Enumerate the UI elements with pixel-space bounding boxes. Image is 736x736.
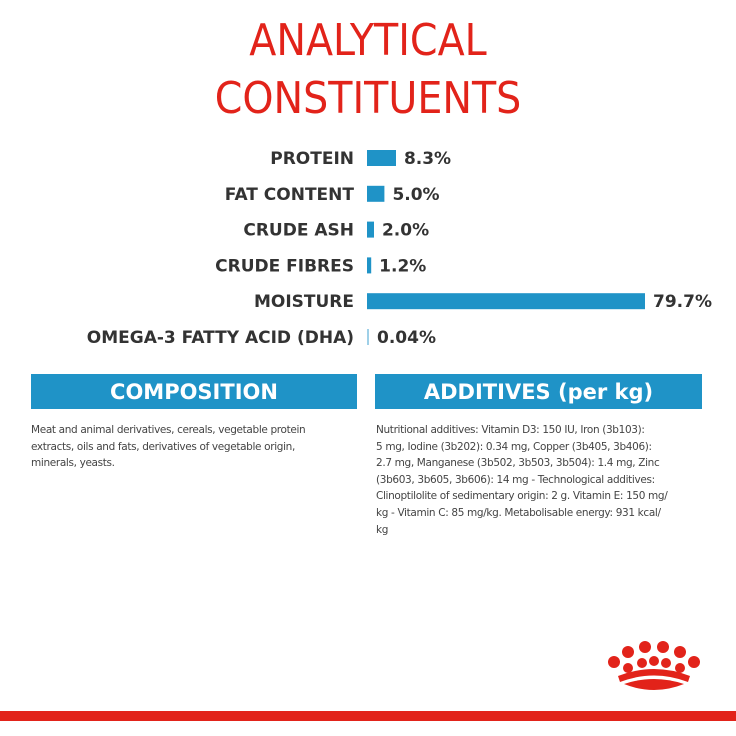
additives-line: Clinoptilolite of sedimentary origin: 2 g. Vitamin E: 150 mg/: [376, 490, 668, 503]
value-label: 2.0%: [381, 220, 430, 241]
category-label: FAT CONTENT: [224, 184, 354, 205]
additives-line: kg - Vitamin C: 85 mg/kg. Metabolisable energy: 931 kcal/: [376, 506, 661, 519]
value-label: 0.04%: [377, 328, 436, 348]
additives-line: 2.7 mg, Manganese (3b502, 3b503, 3b504): 1.4 mg, Zinc: [376, 457, 660, 470]
value-label: 5.0%: [392, 184, 440, 205]
bar: [367, 222, 374, 238]
analytical-constituents-chart: [0, 0, 736, 360]
value-label: 8.3%: [403, 149, 452, 169]
composition-header: COMPOSITION: [31, 374, 357, 409]
category-label: PROTEIN: [270, 149, 354, 169]
category-label: CRUDE FIBRES: [215, 256, 354, 277]
category-label: CRUDE ASH: [243, 220, 354, 241]
additives-line: Nutritional additives: Vitamin D3: 150 IU, Iron (3b103):: [376, 424, 645, 436]
additives-line: kg: [376, 523, 389, 536]
category-label: OMEGA-3 FATTY ACID (DHA): [86, 328, 354, 348]
additives-header: ADDITIVES (per kg): [375, 374, 702, 409]
additives-text: [376, 422, 716, 538]
bar: [367, 150, 396, 166]
value-label: 79.7%: [653, 292, 712, 313]
composition-line: minerals, yeasts.: [31, 457, 115, 470]
additives-line: 5 mg, Iodine (3b202): 0.34 mg, Copper (3b405, 3b406):: [376, 440, 652, 453]
bar: [367, 329, 369, 345]
bottom-brand-bar: [0, 711, 736, 721]
bar: [367, 186, 384, 202]
composition-line: Meat and animal derivatives, cereals, vegetable protein: [31, 424, 306, 436]
additives-line: (3b603, 3b605, 3b606): 14 mg - Technological additives:: [376, 473, 655, 486]
title-line-2: CONSTITUENTS: [214, 73, 522, 124]
composition-line: extracts, oils and fats, derivatives of vegetable origin,: [31, 440, 295, 453]
category-label: MOISTURE: [253, 292, 354, 313]
title-line-1: ANALYTICAL: [249, 15, 487, 66]
bar: [367, 293, 645, 309]
royal-canin-crown-icon: [604, 638, 704, 694]
bar: [367, 257, 371, 273]
value-label: 1.2%: [379, 256, 427, 277]
composition-text: [31, 422, 361, 472]
